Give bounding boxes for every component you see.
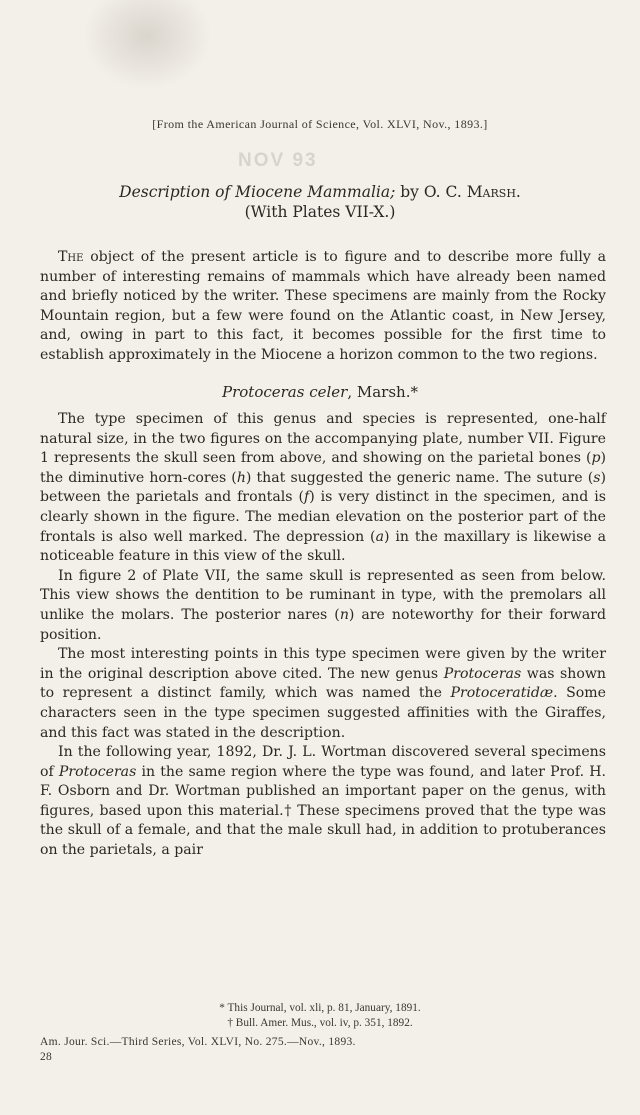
footnotes <box>0 1001 640 1030</box>
intro-lead-word: The <box>58 249 84 265</box>
page-footer <box>40 1035 356 1064</box>
footer-journal-line: Am. Jour. Sci.—Third Series, Vol. XLVI, No. 275.—Nov., 1893. <box>40 1036 356 1048</box>
footnote-1: * This Journal, vol. xli, p. 81, January, 1891. <box>219 1002 421 1014</box>
intro-text: object of the present article is to figure and to describe more fully a number of interesting remains of mammals which have already been named and briefly noticed by the writer. These specimens are mainly from the Rocky Mountain region, but a few were found on the Atlantic coast, in New Jersey, and, owing in part to this fact, it becomes possible for the first time to establish approximately in the Miocene a horizon common to the two regions. <box>40 249 606 363</box>
body-text <box>40 410 606 861</box>
paragraph-4: In the following year, 1892, Dr. J. L. Wortman discovered several specimens of Protoceras in the same region where the type was found, and later Prof. H. F. Osborn and Dr. Wortman published an important paper on the genus, with figures, based upon this material.† These specimens proved that the type was the skull of a female, and that the male skull had, in addition to protuberances on the parietals, a pair <box>40 744 606 859</box>
article-title <box>0 182 640 222</box>
intro-paragraph <box>40 248 606 366</box>
title-author: Marsh. <box>466 183 521 201</box>
section-heading <box>0 383 640 401</box>
paragraph-1: The type specimen of this genus and species is represented, one-half natural size, in the two figures on the accompanying plate, number VII. Figure 1 represents the skull seen from above, and showing on the parietal bones (p) the diminutive horn-cores (h) that suggested the generic name. The suture (s) between the parietals and frontals (f) is very distinct in the specimen, and is clearly shown in the figure. The median elevation on the posterior part of the frontals is also well marked. The depression (a) in the maxillary is likewise a noticeable feature in this view of the skull. <box>40 411 607 565</box>
footer-signature-number: 28 <box>40 1050 53 1063</box>
title-italic: Description of Miocene Mammalia; <box>119 183 396 201</box>
paragraph-2: In figure 2 of Plate VII, the same skull is represented as seen from below. This view shows the dentition to be ruminant in type, with the premolars all unlike the molars. The posterior nares (n) are noteworthy for their forward position. <box>40 567 606 643</box>
section-author: , Marsh.* <box>347 383 418 401</box>
library-stamp-smudge <box>82 0 212 90</box>
title-by: by O. C. <box>395 183 467 201</box>
title-plates: (With Plates VII-X.) <box>244 203 396 221</box>
reprint-header: [From the American Journal of Science, Vol. XLVI, Nov., 1893.] <box>152 117 488 131</box>
paragraph-3: The most interesting points in this type specimen were given by the writer in the original description above cited. The new genus Protoceras was shown to represent a distinct family, which was named the Protoceratidæ. Some characters seen in the type specimen suggested affinities with the Giraffes, and this fact was stated in the description. <box>40 646 606 741</box>
footnote-2: † Bull. Amer. Mus., vol. iv, p. 351, 1892. <box>227 1016 413 1029</box>
library-stamp-text: NOV 93 <box>238 150 318 171</box>
section-taxon: Protoceras celer <box>222 383 348 401</box>
